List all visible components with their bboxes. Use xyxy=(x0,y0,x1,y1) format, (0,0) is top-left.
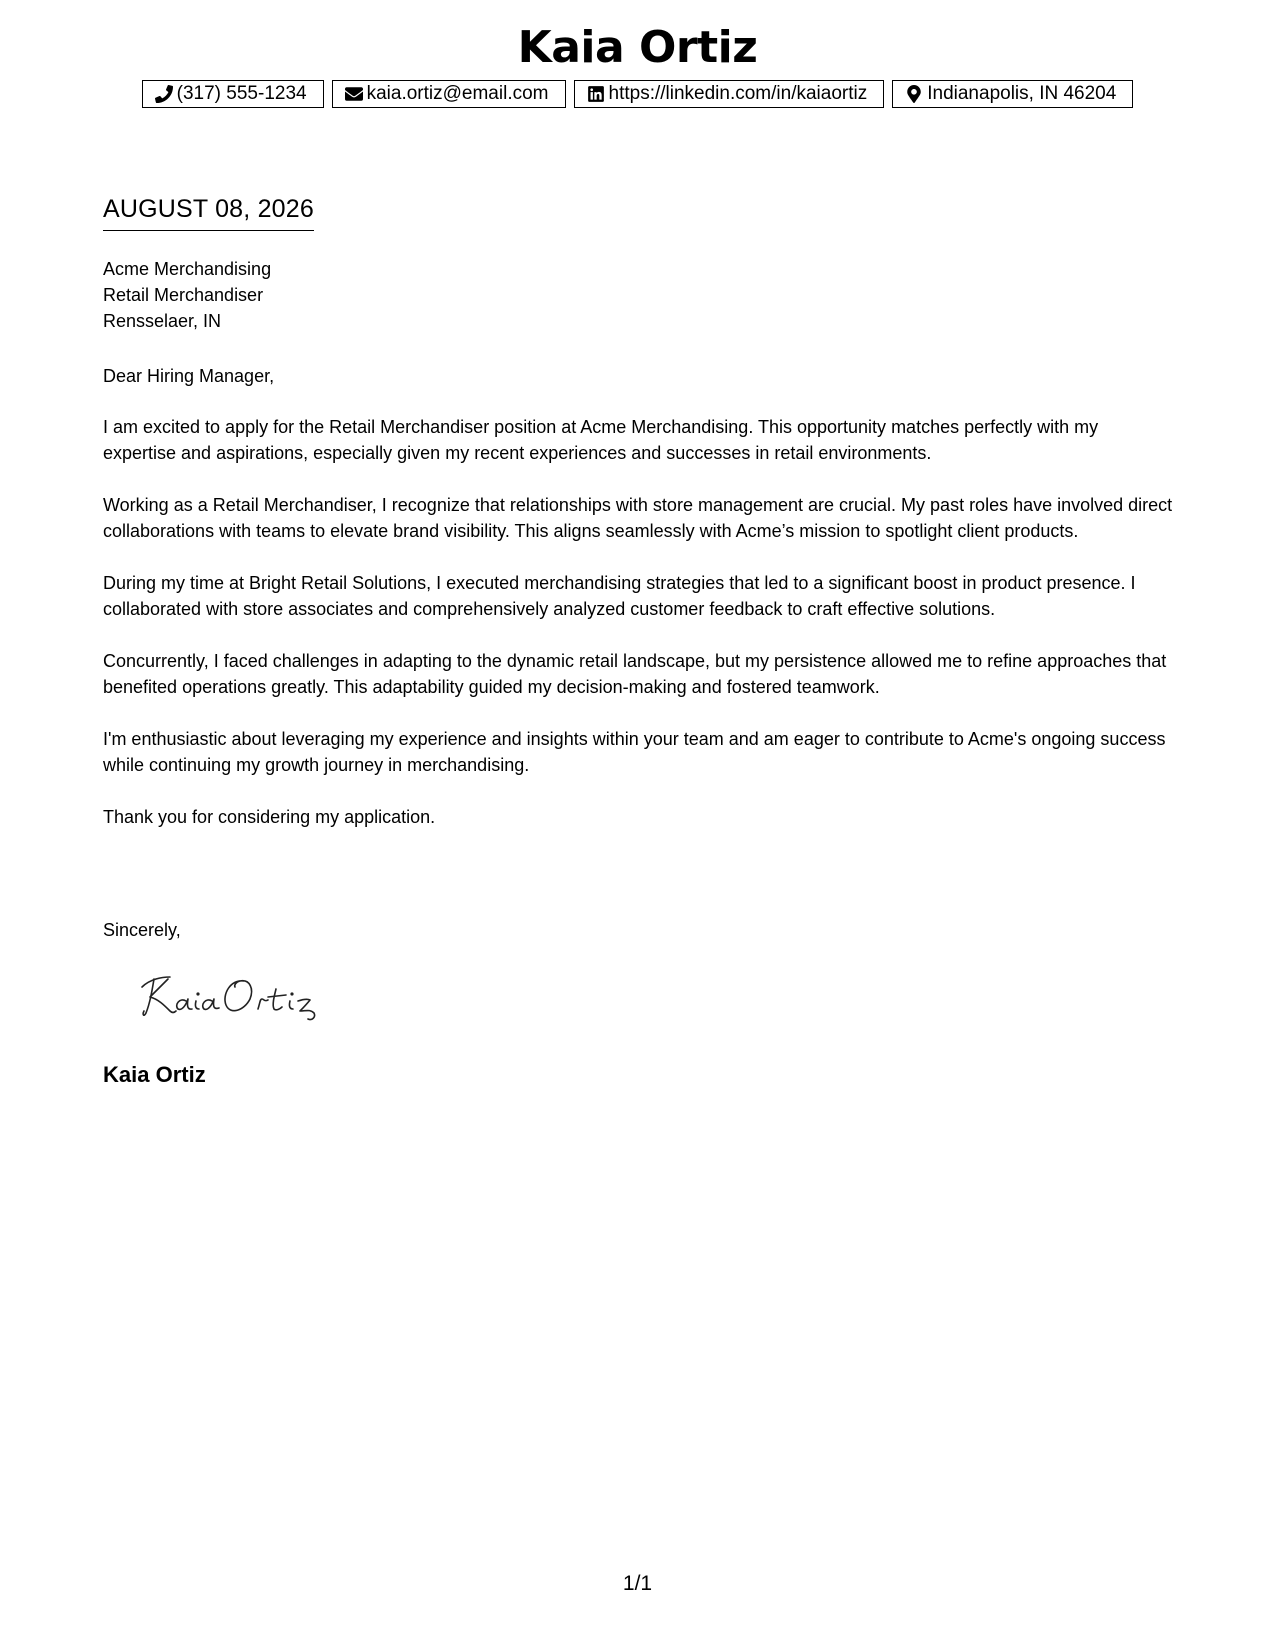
body-paragraph: Working as a Retail Merchandiser, I recognize that relationships with store management are crucial. My past roles have involved direct collaborations with teams to elevate brand visibility. This aligns seamlessly with Acme’s mission to spotlight client products. xyxy=(103,495,1173,541)
linkedin-icon xyxy=(587,85,605,103)
map-marker-icon xyxy=(905,85,923,103)
body-paragraph: Thank you for considering my application. xyxy=(103,807,436,827)
page-number: 1/1 xyxy=(622,1572,653,1595)
contact-linkedin xyxy=(574,80,885,108)
contact-email xyxy=(332,80,566,108)
recipient-position: Retail Merchandiser xyxy=(103,285,264,305)
phone-number: (317) 555-1234 xyxy=(176,83,307,104)
letter-header xyxy=(0,18,1275,78)
letter-body xyxy=(103,414,1173,856)
letter-date: AUGUST 08, 2026 xyxy=(103,194,314,231)
contact-location xyxy=(892,80,1133,108)
handwritten-signature xyxy=(140,965,340,1025)
recipient-location: Rensselaer, IN xyxy=(103,311,222,331)
contact-phone xyxy=(142,80,324,108)
phone-icon xyxy=(155,85,173,103)
linkedin-url: https://linkedin.com/in/kaiaortiz xyxy=(608,83,868,104)
signed-name: Kaia Ortiz xyxy=(103,1062,206,1087)
location-text: Indianapolis, IN 46204 xyxy=(927,83,1117,104)
contact-info-row xyxy=(0,80,1275,108)
recipient-block xyxy=(103,256,1173,334)
body-paragraph: During my time at Bright Retail Solutions, I executed merchandising strategies that led to a significant boost in product presence. I collaborated with store associates and comprehensively analyzed customer feedback to craft effective solutions. xyxy=(103,573,1136,619)
envelope-icon xyxy=(345,85,363,103)
applicant-name: Kaia Ortiz xyxy=(517,22,758,73)
email-address: kaia.ortiz@email.com xyxy=(366,83,549,104)
salutation: Dear Hiring Manager, xyxy=(103,366,275,386)
body-paragraph: Concurrently, I faced challenges in adapting to the dynamic retail landscape, but my persistence allowed me to refine approaches that benefited operations greatly. This adaptability guided my decision-making and fostered teamwork. xyxy=(103,651,1167,697)
closing: Sincerely, xyxy=(103,920,181,940)
body-paragraph: I am excited to apply for the Retail Merchandiser position at Acme Merchandising. This opportunity matches perfectly with my expertise and aspirations, especially given my recent experiences and successes in retail environments. xyxy=(103,417,1099,463)
recipient-company: Acme Merchandising xyxy=(103,259,272,279)
body-paragraph: I'm enthusiastic about leveraging my experience and insights within your team and am eager to contribute to Acme's ongoing success while continuing my growth journey in merchandising. xyxy=(103,729,1166,775)
